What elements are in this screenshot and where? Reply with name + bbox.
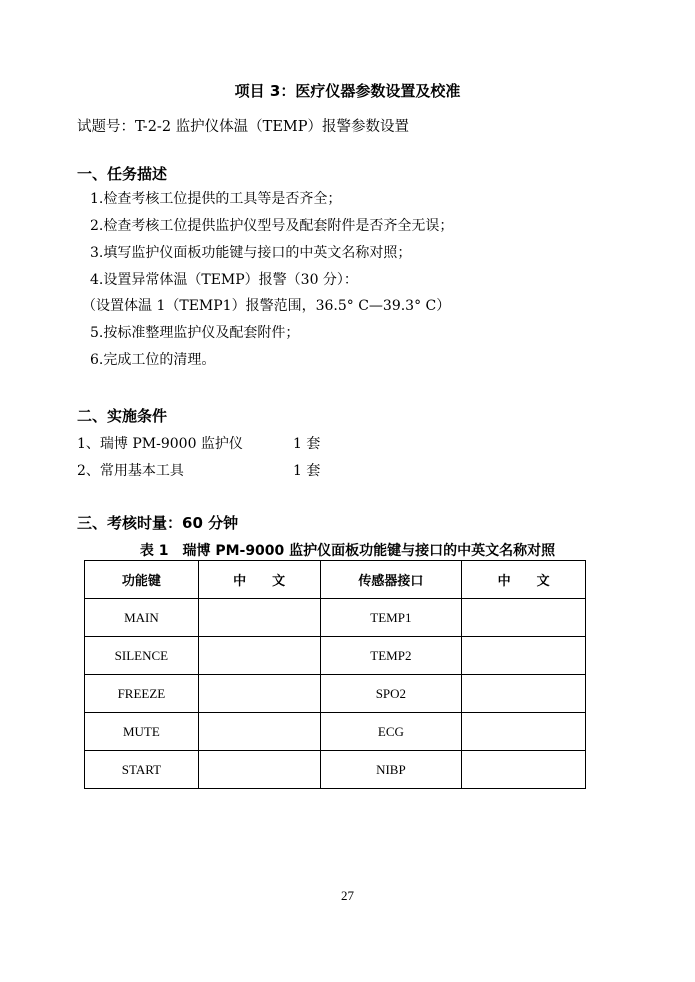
page-number: 27 xyxy=(341,888,354,903)
sensor-interface-cell: TEMP2 xyxy=(320,637,462,675)
chinese-blank-cell[interactable] xyxy=(462,675,586,713)
header-chinese: 中 文 xyxy=(462,561,586,599)
function-key-cell: MUTE xyxy=(85,713,199,751)
condition-item-2 xyxy=(77,460,321,480)
chinese-blank-cell[interactable] xyxy=(462,751,586,789)
condition-item-name: 1、瑞博 PM-9000 监护仪 xyxy=(77,436,243,452)
chinese-blank-cell[interactable] xyxy=(462,599,586,637)
task-item-5: 5.按标准整理监护仪及配套附件； xyxy=(90,325,300,341)
table-row xyxy=(85,675,586,713)
section-task-description-heading: 一、任务描述 xyxy=(77,165,168,183)
sensor-interface-cell: NIBP xyxy=(320,751,462,789)
table-row xyxy=(85,637,586,675)
function-key-cell: SILENCE xyxy=(85,637,199,675)
question-number: 试题号：T-2-2 监护仪体温（TEMP）报警参数设置 xyxy=(77,119,410,135)
header-sensor-interface: 传感器接口 xyxy=(320,561,462,599)
table-row xyxy=(85,713,586,751)
header-chinese: 中 文 xyxy=(198,561,320,599)
task-item-1: 1.检查考核工位提供的工具等是否齐全； xyxy=(90,191,342,207)
table-row xyxy=(85,751,586,789)
condition-item-qty: 1 套 xyxy=(293,463,321,479)
table-header-row xyxy=(85,561,586,599)
sensor-interface-cell: TEMP1 xyxy=(320,599,462,637)
key-interface-table xyxy=(84,560,586,789)
chinese-blank-cell[interactable] xyxy=(198,599,320,637)
task-item-3: 3.填写监护仪面板功能键与接口的中英文名称对照； xyxy=(90,245,412,261)
chinese-blank-cell[interactable] xyxy=(198,751,320,789)
header-function-key: 功能键 xyxy=(85,561,199,599)
condition-item-1 xyxy=(77,433,321,453)
chinese-blank-cell[interactable] xyxy=(462,637,586,675)
table-caption: 表 1 瑞博 PM-9000 监护仪面板功能键与接口的中英文名称对照 xyxy=(139,543,556,559)
document-title: 项目 3：医疗仪器参数设置及校准 xyxy=(234,82,461,100)
chinese-blank-cell[interactable] xyxy=(462,713,586,751)
task-item-6: 6.完成工位的清理。 xyxy=(90,352,216,368)
task-item-4-note: （设置体温 1（TEMP1）报警范围，36.5° C—39.3° C） xyxy=(82,298,451,314)
chinese-blank-cell[interactable] xyxy=(198,637,320,675)
table-row xyxy=(85,599,586,637)
chinese-blank-cell[interactable] xyxy=(198,675,320,713)
condition-item-name: 2、常用基本工具 xyxy=(77,463,184,479)
task-item-4: 4.设置异常体温（TEMP）报警（30 分）： xyxy=(90,272,358,288)
task-item-2: 2.检查考核工位提供监护仪型号及配套附件是否齐全无误； xyxy=(90,218,454,234)
function-key-cell: MAIN xyxy=(85,599,199,637)
sensor-interface-cell: SPO2 xyxy=(320,675,462,713)
function-key-cell: FREEZE xyxy=(85,675,199,713)
condition-item-qty: 1 套 xyxy=(293,436,321,452)
section-conditions-heading: 二、实施条件 xyxy=(77,407,168,425)
section-exam-time-heading: 三、考核时量：60 分钟 xyxy=(77,514,239,532)
chinese-blank-cell[interactable] xyxy=(198,713,320,751)
function-key-cell: START xyxy=(85,751,199,789)
sensor-interface-cell: ECG xyxy=(320,713,462,751)
